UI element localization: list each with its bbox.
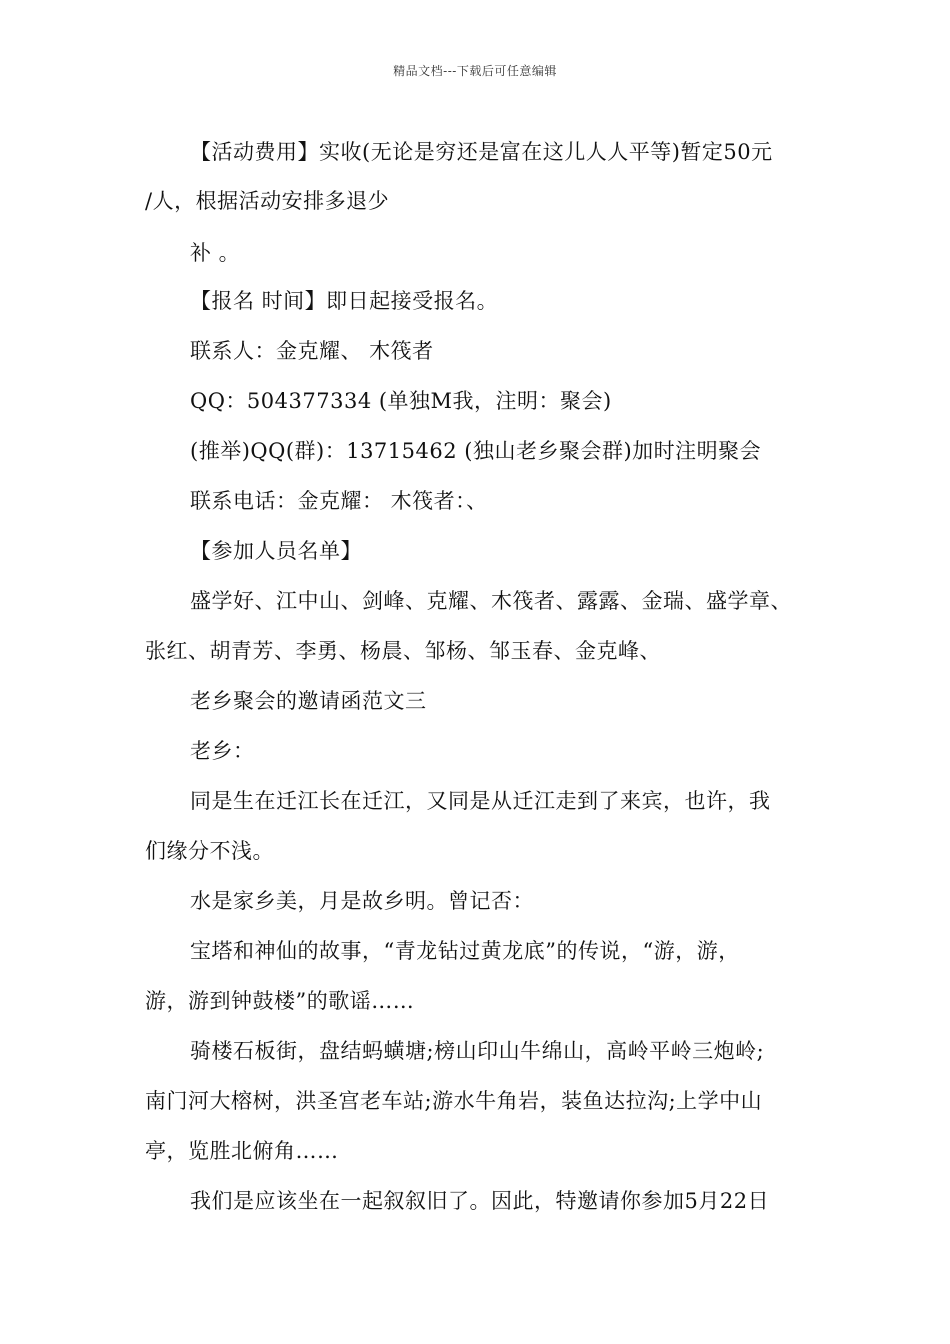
contact-line: 联系人：金克耀、 木筏者	[190, 339, 434, 363]
signup-time-line: 【报名 时间】即日起接受报名。	[190, 289, 499, 313]
paragraph-4: 骑楼石板街，盘结蚂蟥塘;榜山印山牛绵山，高岭平岭三炮岭;	[190, 1039, 765, 1063]
participants-line-cont: 张红、胡青芳、李勇、杨晨、邹杨、邹玉春、金克峰、	[145, 639, 661, 663]
paragraph-3-cont: 游，游到钟鼓楼”的歌谣……	[145, 989, 415, 1013]
participants-heading: 【参加人员名单】	[190, 539, 362, 563]
paragraph-3: 宝塔和神仙的故事，“青龙钻过黄龙底”的传说，“游，游，	[190, 939, 740, 963]
paragraph-1-cont: 们缘分不浅。	[145, 839, 274, 863]
section-title: 老乡聚会的邀请函范文三	[190, 689, 427, 713]
page-header: 精品文档---下载后可任意编辑	[393, 64, 557, 78]
fee-line-end: 补 。	[190, 241, 241, 265]
fee-line-cont: /人，根据活动安排多退少	[145, 189, 390, 213]
qq-line: QQ：504377334 (单独M我，注明：聚会)	[190, 389, 612, 413]
paragraph-4-cont: 南门河大榕树，洪圣宫老车站;游水牛角岩，装鱼达拉沟;上学中山	[145, 1089, 763, 1113]
fee-line: 【活动费用】实收(无论是穷还是富在这儿人人平等)暂定50元	[190, 140, 773, 164]
paragraph-2: 水是家乡美，月是故乡明。曾记否：	[190, 889, 534, 913]
paragraph-5: 我们是应该坐在一起叙叙旧了。因此，特邀请你参加5月22日	[190, 1189, 770, 1213]
salutation: 老乡：	[190, 739, 255, 763]
participants-line: 盛学好、江中山、剑峰、克耀、木筏者、露露、金瑞、盛学章、	[190, 589, 792, 613]
qq-group-line: (推举)QQ(群)：13715462 (独山老乡聚会群)加时注明聚会	[190, 439, 762, 463]
phone-line: 联系电话：金克耀： 木筏者：、	[190, 489, 488, 513]
paragraph-4-end: 亭，览胜北俯角……	[145, 1139, 339, 1163]
paragraph-1: 同是生在迁江长在迁江，又同是从迁江走到了来宾，也许，我	[190, 789, 771, 813]
